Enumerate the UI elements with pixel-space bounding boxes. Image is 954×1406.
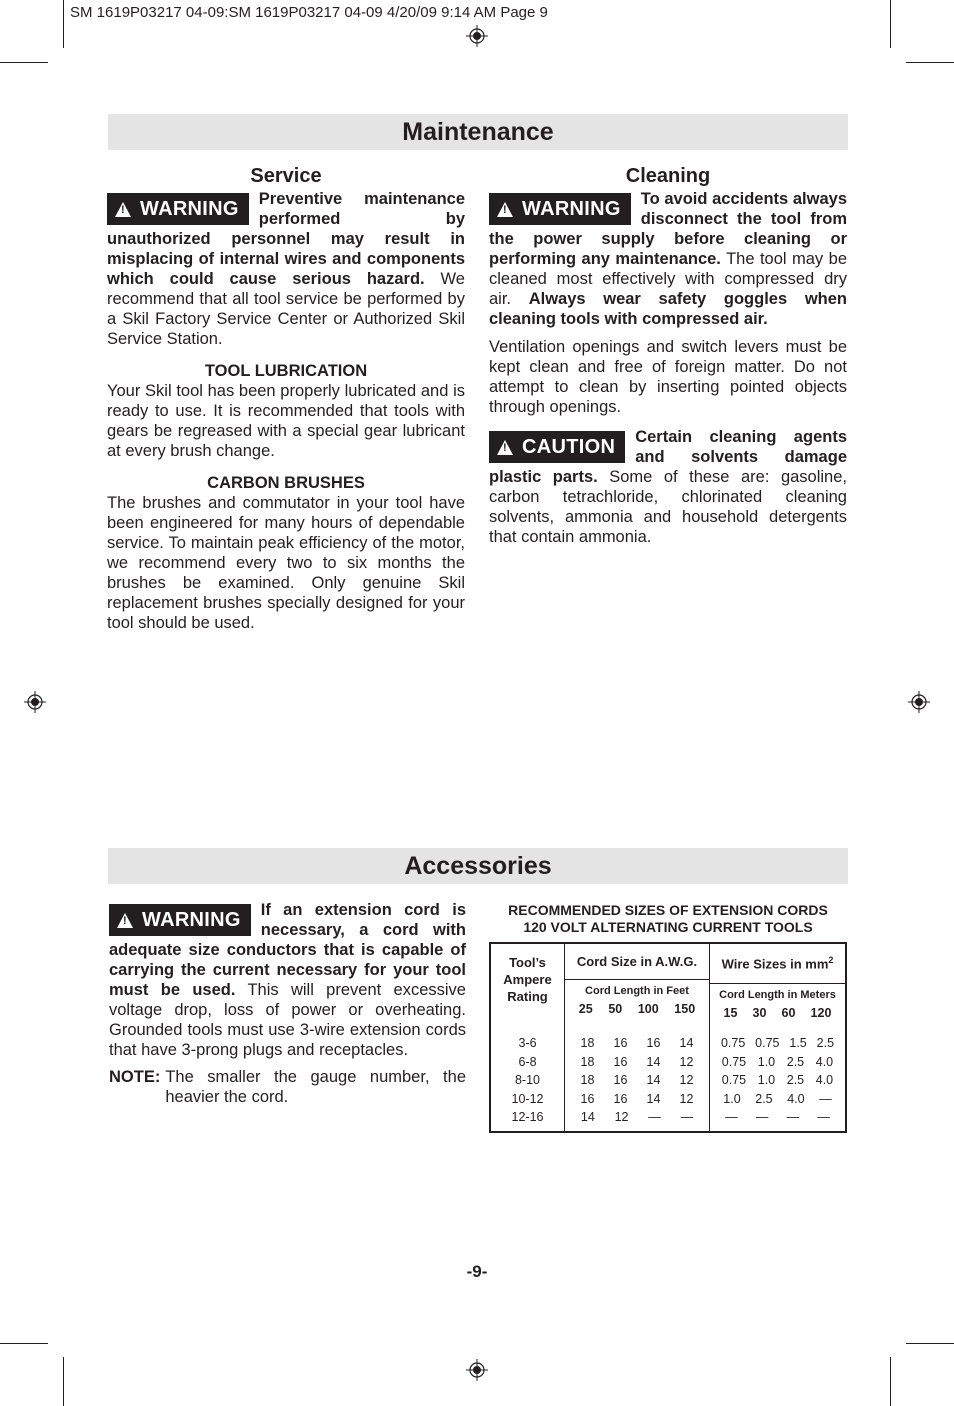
accessories-section [109, 900, 466, 1107]
table-row: 0.75 1.0 2.5 4.0 [721, 1073, 834, 1088]
awg-lengths [565, 1000, 709, 1018]
registration-mark-icon [466, 1359, 488, 1381]
crop-mark [906, 62, 954, 63]
ampere-rating-header: Tool’s Ampere Rating [490, 943, 565, 1022]
mm-length: 60 [781, 1006, 796, 1021]
warning-badge: ! WARNING [107, 193, 249, 225]
note-text: The smaller the gauge number, the heavier the cord. [165, 1068, 466, 1106]
rating-value: 3-6 [518, 1036, 537, 1051]
accessories-title: Accessories [404, 852, 552, 880]
awg-values [565, 1022, 710, 1132]
rating-value: 12-16 [511, 1110, 544, 1125]
table-row: — — — — [725, 1110, 830, 1125]
caution-text: Some of these are: gasoline, carbon tetrachloride, chlorinated cleaning solvents, ammonia and household detergents that contain ammonia. [489, 468, 847, 546]
table-row: 18 16 16 14 [580, 1036, 694, 1051]
cleaning-warning-bold: To avoid accidents always disconnect the tool from the power supply before cleaning or performing any maintenance. [489, 190, 847, 268]
crop-mark [63, 0, 64, 48]
table-row: 1.0 2.5 4.0 — [723, 1091, 832, 1106]
crop-mark [63, 1357, 64, 1406]
accessories-warning-bold: If an extension cord is necessary, a cord with adequate size conductors that is capable of carrying the current necessary for your tool must be used. [109, 901, 466, 999]
warning-triangle-icon: ! [497, 440, 513, 455]
service-warning-text: We recommend that all tool service be performed by a Skil Factory Service Center or Authorized Skil Service Station. [107, 270, 465, 348]
warning-badge: ! WARNING [109, 904, 251, 936]
carbon-brushes-text: The brushes and commutator in your tool have been engineered for many hours of dependable service. To maintain peak efficiency of the motor, we recommend every two to six months the brushes be examined. Only genuine Skil replacement brushes specially designed for your tool should be used. [107, 494, 465, 632]
mm-lengths [710, 1004, 845, 1022]
warning-triangle-icon: ! [115, 202, 131, 217]
cleaning-section [489, 165, 847, 547]
service-warning-bold: Preventive maintenance performed by unauthorized personnel may result in misplacing of internal wires and components which could cause serious hazard. [107, 190, 465, 288]
crop-mark [906, 1343, 954, 1344]
tool-lubrication-text: Your Skil tool has been properly lubricated and is ready to use. It is recommended that tools with gears be regreased with a special gear lubricant at every brush change. [107, 382, 465, 460]
awg-length: 150 [674, 1002, 696, 1016]
warning-triangle-icon: ! [497, 202, 513, 217]
rating-value: 10-12 [511, 1091, 544, 1106]
crop-mark [0, 1343, 48, 1344]
rating-value: 8-10 [514, 1073, 541, 1088]
mm-length: 30 [752, 1006, 767, 1021]
table-row: 0.75 1.0 2.5 4.0 [721, 1054, 834, 1069]
mm-header: Wire Sizes in $mm^2$ [710, 944, 845, 984]
cleaning-warning-bold-2: Always wear safety goggles when cleaning tools with compressed air. [489, 290, 847, 328]
table-row: 18 16 14 12 [580, 1054, 694, 1069]
extension-cord-table-section [489, 902, 847, 1133]
table-row: 16 16 14 12 [580, 1091, 694, 1106]
awg-header: Cord Size in A.W.G. [565, 944, 709, 980]
mm-length: 15 [723, 1006, 738, 1021]
cleaning-warning-text: The tool may be cleaned most effectively with compressed dry air. [489, 250, 847, 308]
awg-sub-header: Cord Length in Feet [585, 985, 689, 997]
warning-badge: ! WARNING [489, 193, 631, 225]
mm-sub-header: Cord Length in Meters [719, 989, 836, 1002]
accessories-warning-text: This will prevent excessive voltage drop, loss of power or overheating. Grounded tools must use 3-wire extension cords that have 3-prong plugs and receptacles. [109, 981, 466, 1059]
rating-value: 6-8 [518, 1054, 537, 1069]
note-label: NOTE: [109, 1068, 161, 1086]
awg-length: 50 [608, 1002, 623, 1016]
cleaning-heading: Cleaning [625, 165, 711, 187]
maintenance-banner [108, 114, 848, 150]
ampere-rating-values [490, 1022, 565, 1132]
registration-mark-icon [24, 691, 46, 713]
maintenance-title: Maintenance [402, 118, 554, 146]
mm-values [710, 1022, 847, 1132]
print-slug: SM 1619P03217 04-09:SM 1619P03217 04-09 4/20/09 9:14 AM Page 9 [70, 4, 548, 21]
awg-header-cell [565, 943, 710, 1022]
crop-mark [0, 62, 48, 63]
registration-mark-icon [466, 25, 488, 47]
extension-cord-table [489, 942, 847, 1133]
crop-mark [890, 1357, 891, 1406]
crop-mark [890, 0, 891, 48]
note [109, 1067, 466, 1107]
service-heading: Service [250, 165, 322, 187]
cord-table-title-2: 120 VOLT ALTERNATING CURRENT TOOLS [523, 919, 813, 935]
tool-lubrication-heading: TOOL LUBRICATION [204, 362, 368, 380]
caution-badge: ! CAUTION [489, 431, 625, 463]
service-section [107, 165, 465, 633]
ventilation-text: Ventilation openings and switch levers must be kept clean and free of foreign matter. Do not attempt to clean by inserting pointed objects through openings. [489, 338, 847, 416]
carbon-brushes-heading: CARBON BRUSHES [207, 474, 365, 492]
caution-bold: Certain cleaning agents and solvents damage plastic parts. [489, 428, 847, 486]
awg-length: 25 [578, 1002, 593, 1016]
warning-triangle-icon: ! [117, 913, 133, 928]
table-row: 0.75 0.75 1.5 2.5 [720, 1036, 835, 1051]
table-row: 18 16 14 12 [580, 1073, 694, 1088]
page-number: -9- [466, 1262, 488, 1281]
cord-table-title-1: RECOMMENDED SIZES OF EXTENSION CORDS [508, 902, 828, 918]
awg-length: 100 [637, 1002, 659, 1016]
mm-length: 120 [810, 1006, 832, 1021]
table-row: 14 12 — — [580, 1110, 694, 1125]
mm-header-cell [710, 943, 847, 1022]
accessories-banner [108, 848, 848, 884]
registration-mark-icon [908, 691, 930, 713]
